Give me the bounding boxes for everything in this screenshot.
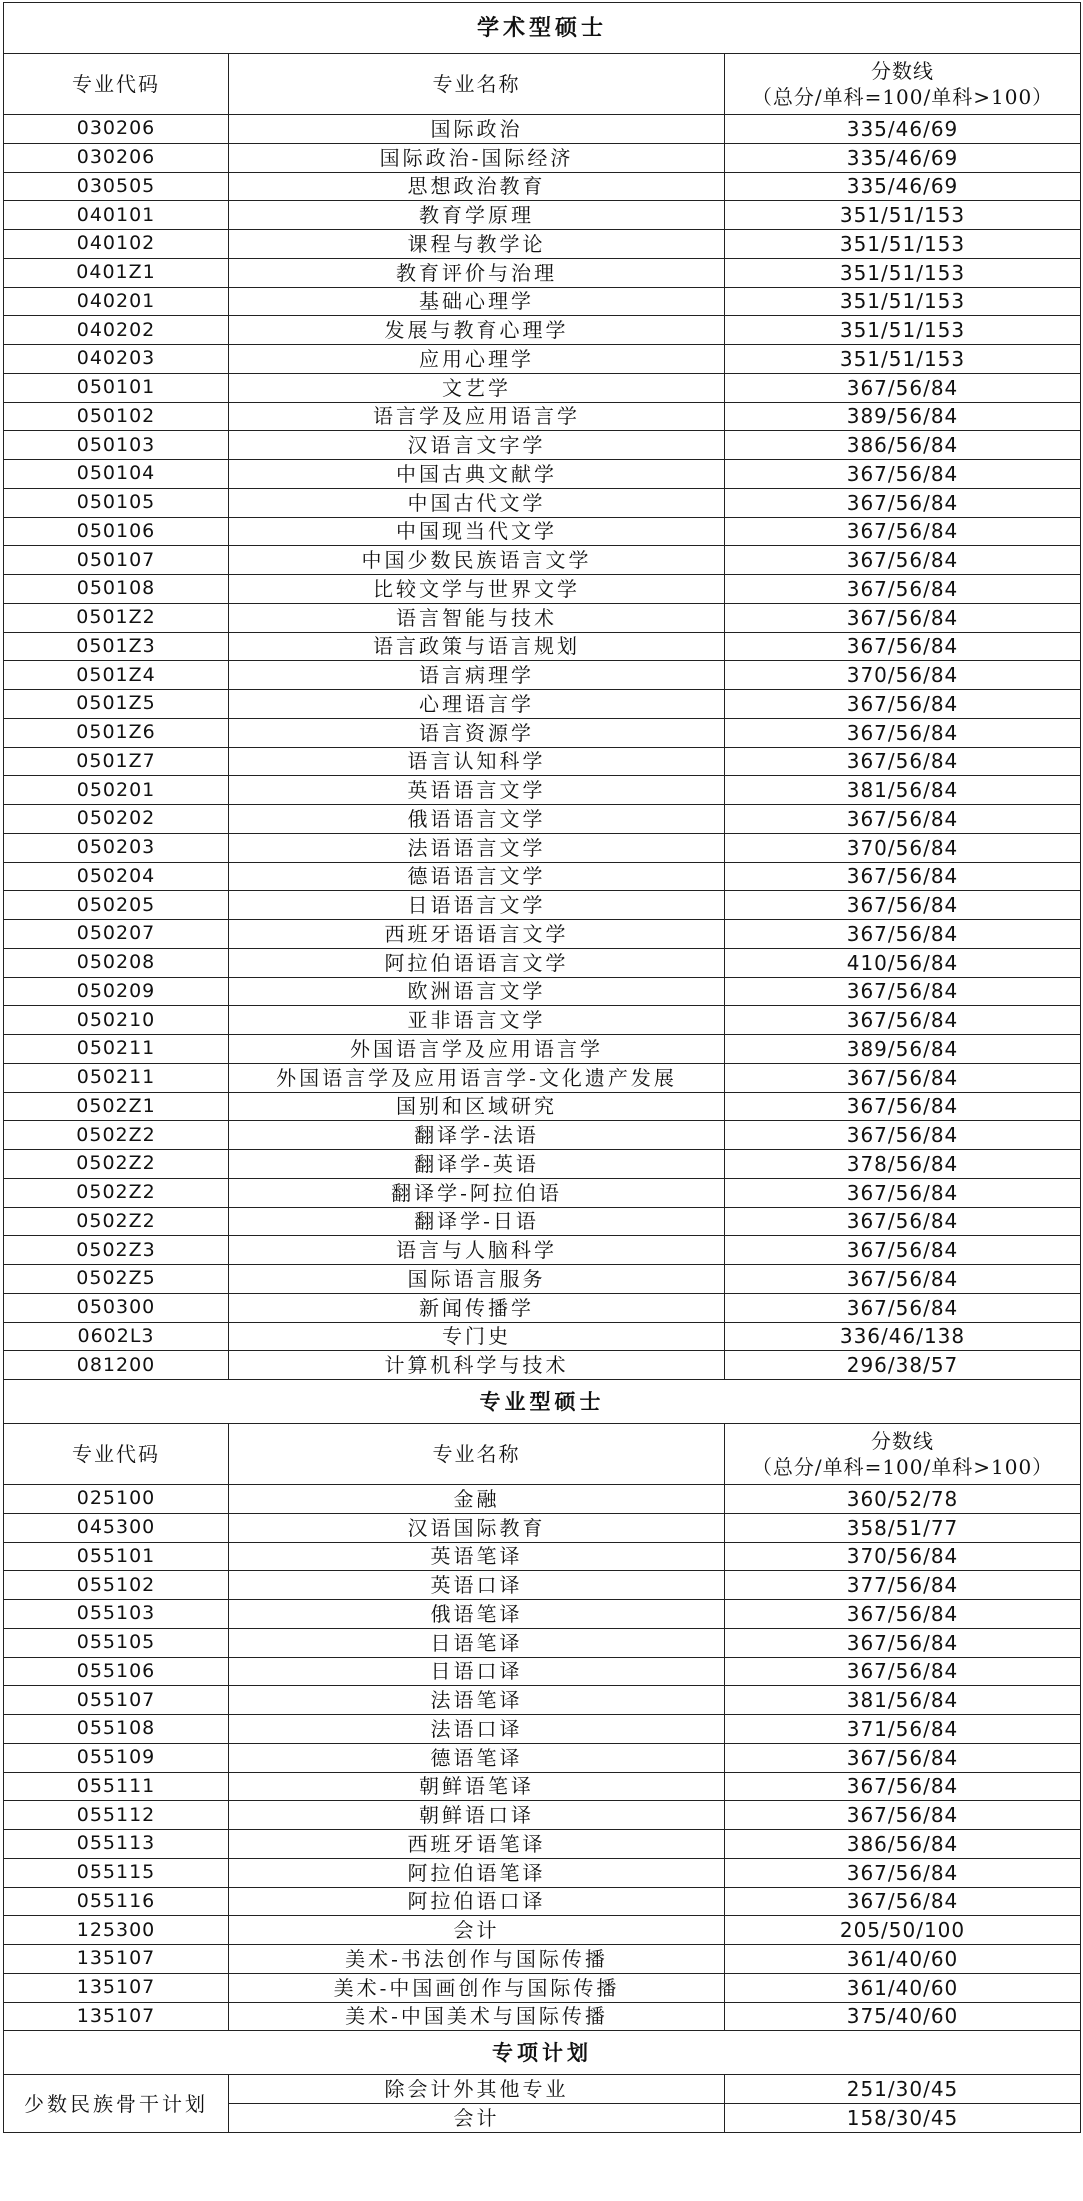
table-row <box>4 1858 1081 1887</box>
table-row <box>4 1600 1081 1629</box>
cell-score: 351/51/153 <box>725 287 1081 316</box>
cell-name: 发展与教育心理学 <box>229 316 725 345</box>
cell-name: 语言政策与语言规划 <box>229 632 725 661</box>
table-row <box>4 1150 1081 1179</box>
header-score-line1: 分数线 <box>871 1429 934 1453</box>
cell-code: 0501Z2 <box>4 603 229 632</box>
cell-score: 367/56/84 <box>725 1265 1081 1294</box>
cell-name: 计算机科学与技术 <box>229 1351 725 1380</box>
cell-name: 外国语言学及应用语言学 <box>229 1035 725 1064</box>
cell-code: 055103 <box>4 1600 229 1629</box>
cell-name: 会计 <box>229 1916 725 1945</box>
cell-name: 德语语言文学 <box>229 862 725 891</box>
cell-plan-name: 少数民族骨干计划 <box>4 2075 229 2133</box>
cell-name: 语言资源学 <box>229 718 725 747</box>
cell-score: 367/56/84 <box>725 1207 1081 1236</box>
cell-score: 158/30/45 <box>725 2104 1081 2133</box>
cell-code: 0501Z6 <box>4 718 229 747</box>
cell-name: 语言病理学 <box>229 661 725 690</box>
cell-code: 050210 <box>4 1006 229 1035</box>
cell-code: 135107 <box>4 1945 229 1974</box>
cell-score: 381/56/84 <box>725 1686 1081 1715</box>
cell-score: 367/56/84 <box>725 1063 1081 1092</box>
table-row <box>4 776 1081 805</box>
table-row <box>4 1485 1081 1514</box>
special-section-title: 专项计划 <box>4 2031 1081 2075</box>
cell-code: 050209 <box>4 977 229 1006</box>
table-row <box>4 1513 1081 1542</box>
cell-name: 法语笔译 <box>229 1686 725 1715</box>
cell-score: 351/51/153 <box>725 316 1081 345</box>
table-row <box>4 1178 1081 1207</box>
cell-score: 367/56/84 <box>725 920 1081 949</box>
table-row <box>4 805 1081 834</box>
cell-code: 0502Z3 <box>4 1236 229 1265</box>
cell-score: 378/56/84 <box>725 1150 1081 1179</box>
cell-score: 205/50/100 <box>725 1916 1081 1945</box>
cell-name: 英语口译 <box>229 1571 725 1600</box>
table-row <box>4 1571 1081 1600</box>
cell-code: 050102 <box>4 402 229 431</box>
cell-code: 0502Z2 <box>4 1121 229 1150</box>
table-row <box>4 1628 1081 1657</box>
cell-name: 除会计外其他专业 <box>229 2075 725 2104</box>
cell-name: 德语笔译 <box>229 1743 725 1772</box>
academic-section-row <box>4 3 1081 54</box>
cell-code: 055101 <box>4 1542 229 1571</box>
cell-name: 翻译学-日语 <box>229 1207 725 1236</box>
cell-code: 0502Z5 <box>4 1265 229 1294</box>
cell-code: 055115 <box>4 1858 229 1887</box>
cell-score: 367/56/84 <box>725 460 1081 489</box>
cell-score: 367/56/84 <box>725 977 1081 1006</box>
cell-code: 0502Z1 <box>4 1092 229 1121</box>
table-row <box>4 431 1081 460</box>
cell-name: 国际语言服务 <box>229 1265 725 1294</box>
cell-code: 050105 <box>4 488 229 517</box>
cell-code: 0401Z1 <box>4 258 229 287</box>
table-row <box>4 488 1081 517</box>
table-row <box>4 718 1081 747</box>
cell-score: 381/56/84 <box>725 776 1081 805</box>
table-row <box>4 258 1081 287</box>
table-row <box>4 1945 1081 1974</box>
table-row <box>4 1686 1081 1715</box>
table-row <box>4 1657 1081 1686</box>
table-row <box>4 115 1081 144</box>
table-row <box>4 1035 1081 1064</box>
header-score <box>725 1424 1081 1485</box>
cell-code: 050108 <box>4 575 229 604</box>
cell-code: 0501Z7 <box>4 747 229 776</box>
cell-score: 367/56/84 <box>725 488 1081 517</box>
cell-score: 361/40/60 <box>725 1973 1081 2002</box>
cell-code: 055102 <box>4 1571 229 1600</box>
cell-name: 比较文学与世界文学 <box>229 575 725 604</box>
cell-code: 050101 <box>4 373 229 402</box>
cell-score: 367/56/84 <box>725 1628 1081 1657</box>
cell-name: 英语语言文学 <box>229 776 725 805</box>
professional-section-row <box>4 1380 1081 1424</box>
cell-score: 370/56/84 <box>725 833 1081 862</box>
cell-name: 日语语言文学 <box>229 891 725 920</box>
cell-name: 语言认知科学 <box>229 747 725 776</box>
header-score-line2: （总分/单科=100/单科>100） <box>751 85 1054 109</box>
table-row <box>4 172 1081 201</box>
table-row <box>4 2075 1081 2104</box>
table-row <box>4 575 1081 604</box>
cell-code: 055108 <box>4 1715 229 1744</box>
cell-code: 050202 <box>4 805 229 834</box>
cell-code: 040102 <box>4 230 229 259</box>
table-row <box>4 977 1081 1006</box>
cell-name: 阿拉伯语语言文学 <box>229 948 725 977</box>
cell-name: 新闻传播学 <box>229 1293 725 1322</box>
table-row <box>4 1236 1081 1265</box>
cell-code: 0501Z3 <box>4 632 229 661</box>
cell-score: 367/56/84 <box>725 1887 1081 1916</box>
cell-name: 基础心理学 <box>229 287 725 316</box>
table-row <box>4 920 1081 949</box>
table-row <box>4 1006 1081 1035</box>
table-row <box>4 632 1081 661</box>
cell-code: 055116 <box>4 1887 229 1916</box>
table-row <box>4 402 1081 431</box>
header-score <box>725 54 1081 115</box>
cell-name: 汉语国际教育 <box>229 1513 725 1542</box>
cell-score: 377/56/84 <box>725 1571 1081 1600</box>
cell-code: 050205 <box>4 891 229 920</box>
cell-name: 应用心理学 <box>229 345 725 374</box>
table-row <box>4 1207 1081 1236</box>
cell-name: 专门史 <box>229 1322 725 1351</box>
cell-score: 367/56/84 <box>725 805 1081 834</box>
cell-code: 030505 <box>4 172 229 201</box>
table-row <box>4 2002 1081 2031</box>
cell-name: 亚非语言文学 <box>229 1006 725 1035</box>
table-row <box>4 1743 1081 1772</box>
cell-name: 美术-中国美术与国际传播 <box>229 2002 725 2031</box>
cell-code: 050300 <box>4 1293 229 1322</box>
cell-name: 金融 <box>229 1485 725 1514</box>
cell-name: 日语笔译 <box>229 1628 725 1657</box>
cell-code: 050207 <box>4 920 229 949</box>
cell-name: 会计 <box>229 2104 725 2133</box>
cell-code: 030206 <box>4 115 229 144</box>
table-row <box>4 1121 1081 1150</box>
cell-code: 0602L3 <box>4 1322 229 1351</box>
cell-score: 367/56/84 <box>725 690 1081 719</box>
table-row <box>4 316 1081 345</box>
cell-score: 367/56/84 <box>725 1293 1081 1322</box>
cell-score: 367/56/84 <box>725 1600 1081 1629</box>
cell-score: 351/51/153 <box>725 345 1081 374</box>
cell-score: 251/30/45 <box>725 2075 1081 2104</box>
cell-code: 040202 <box>4 316 229 345</box>
table-row <box>4 603 1081 632</box>
cell-score: 367/56/84 <box>725 1801 1081 1830</box>
cell-score: 367/56/84 <box>725 718 1081 747</box>
table-row <box>4 1887 1081 1916</box>
cell-name: 中国古典文献学 <box>229 460 725 489</box>
cell-name: 美术-中国画创作与国际传播 <box>229 1973 725 2002</box>
cell-name: 中国少数民族语言文学 <box>229 546 725 575</box>
cell-code: 055107 <box>4 1686 229 1715</box>
header-score-line2: （总分/单科=100/单科>100） <box>751 1455 1054 1479</box>
cell-score: 367/56/84 <box>725 575 1081 604</box>
cell-name: 思想政治教育 <box>229 172 725 201</box>
cell-score: 367/56/84 <box>725 1236 1081 1265</box>
table-row <box>4 690 1081 719</box>
table-row <box>4 143 1081 172</box>
cell-name: 俄语笔译 <box>229 1600 725 1629</box>
cell-code: 055109 <box>4 1743 229 1772</box>
cell-name: 语言学及应用语言学 <box>229 402 725 431</box>
cell-score: 367/56/84 <box>725 862 1081 891</box>
cell-name: 课程与教学论 <box>229 230 725 259</box>
cell-score: 367/56/84 <box>725 1121 1081 1150</box>
cell-code: 050201 <box>4 776 229 805</box>
table-row <box>4 948 1081 977</box>
cell-code: 0502Z2 <box>4 1150 229 1179</box>
cell-score: 296/38/57 <box>725 1351 1081 1380</box>
table-row <box>4 1322 1081 1351</box>
table-row <box>4 230 1081 259</box>
cell-name: 欧洲语言文学 <box>229 977 725 1006</box>
cell-score: 367/56/84 <box>725 546 1081 575</box>
professional-section-title: 专业型硕士 <box>4 1380 1081 1424</box>
cell-name: 外国语言学及应用语言学-文化遗产发展 <box>229 1063 725 1092</box>
table-row <box>4 833 1081 862</box>
cell-score: 367/56/84 <box>725 603 1081 632</box>
cell-name: 西班牙语语言文学 <box>229 920 725 949</box>
cell-name: 朝鲜语口译 <box>229 1801 725 1830</box>
cell-code: 055112 <box>4 1801 229 1830</box>
cell-name: 教育评价与治理 <box>229 258 725 287</box>
cell-score: 358/51/77 <box>725 1513 1081 1542</box>
score-table <box>3 2 1081 2133</box>
cell-code: 055105 <box>4 1628 229 1657</box>
table-row <box>4 1772 1081 1801</box>
cell-name: 俄语语言文学 <box>229 805 725 834</box>
cell-name: 教育学原理 <box>229 201 725 230</box>
cell-code: 135107 <box>4 2002 229 2031</box>
academic-section-title: 学术型硕士 <box>4 3 1081 54</box>
cell-code: 081200 <box>4 1351 229 1380</box>
table-row <box>4 1801 1081 1830</box>
table-row <box>4 1265 1081 1294</box>
cell-name: 美术-书法创作与国际传播 <box>229 1945 725 1974</box>
cell-name: 语言智能与技术 <box>229 603 725 632</box>
cell-name: 汉语言文字学 <box>229 431 725 460</box>
cell-score: 389/56/84 <box>725 1035 1081 1064</box>
cell-name: 法语口译 <box>229 1715 725 1744</box>
cell-name: 阿拉伯语笔译 <box>229 1858 725 1887</box>
cell-score: 367/56/84 <box>725 632 1081 661</box>
cell-code: 055113 <box>4 1830 229 1859</box>
cell-score: 386/56/84 <box>725 431 1081 460</box>
cell-name: 日语口译 <box>229 1657 725 1686</box>
table-row <box>4 1542 1081 1571</box>
table-row <box>4 891 1081 920</box>
cell-score: 375/40/60 <box>725 2002 1081 2031</box>
table-row <box>4 373 1081 402</box>
cell-name: 朝鲜语笔译 <box>229 1772 725 1801</box>
cell-name: 法语语言文学 <box>229 833 725 862</box>
cell-name: 翻译学-英语 <box>229 1150 725 1179</box>
cell-score: 335/46/69 <box>725 115 1081 144</box>
cell-score: 386/56/84 <box>725 1830 1081 1859</box>
cell-code: 040203 <box>4 345 229 374</box>
cell-score: 367/56/84 <box>725 891 1081 920</box>
table-row <box>4 1973 1081 2002</box>
table-row <box>4 460 1081 489</box>
cell-code: 050203 <box>4 833 229 862</box>
cell-code: 0501Z4 <box>4 661 229 690</box>
cell-code: 055111 <box>4 1772 229 1801</box>
table-row <box>4 201 1081 230</box>
header-name: 专业名称 <box>229 54 725 115</box>
header-name: 专业名称 <box>229 1424 725 1485</box>
cell-score: 367/56/84 <box>725 373 1081 402</box>
cell-code: 050106 <box>4 517 229 546</box>
table-row <box>4 862 1081 891</box>
cell-score: 351/51/153 <box>725 201 1081 230</box>
cell-name: 翻译学-法语 <box>229 1121 725 1150</box>
cell-score: 367/56/84 <box>725 1858 1081 1887</box>
table-row <box>4 1351 1081 1380</box>
cell-code: 050104 <box>4 460 229 489</box>
cell-code: 050103 <box>4 431 229 460</box>
cell-score: 410/56/84 <box>725 948 1081 977</box>
cell-score: 351/51/153 <box>725 258 1081 287</box>
cell-score: 361/40/60 <box>725 1945 1081 1974</box>
cell-code: 025100 <box>4 1485 229 1514</box>
cell-name: 心理语言学 <box>229 690 725 719</box>
special-section-row <box>4 2031 1081 2075</box>
table-row <box>4 287 1081 316</box>
cell-code: 050211 <box>4 1035 229 1064</box>
table-row <box>4 747 1081 776</box>
table-row <box>4 1715 1081 1744</box>
cell-score: 367/56/84 <box>725 1092 1081 1121</box>
table-row <box>4 345 1081 374</box>
table-row <box>4 546 1081 575</box>
cell-score: 370/56/84 <box>725 1542 1081 1571</box>
cell-score: 370/56/84 <box>725 661 1081 690</box>
cell-name: 国际政治 <box>229 115 725 144</box>
table-row <box>4 1092 1081 1121</box>
cell-name: 国别和区域研究 <box>229 1092 725 1121</box>
cell-code: 0502Z2 <box>4 1207 229 1236</box>
cell-code: 040101 <box>4 201 229 230</box>
header-code: 专业代码 <box>4 54 229 115</box>
cell-name: 文艺学 <box>229 373 725 402</box>
cell-code: 045300 <box>4 1513 229 1542</box>
table-row <box>4 1063 1081 1092</box>
cell-code: 050107 <box>4 546 229 575</box>
academic-header-row <box>4 54 1081 115</box>
cell-score: 351/51/153 <box>725 230 1081 259</box>
cell-name: 语言与人脑科学 <box>229 1236 725 1265</box>
cell-code: 0501Z5 <box>4 690 229 719</box>
cell-name: 中国古代文学 <box>229 488 725 517</box>
cell-score: 336/46/138 <box>725 1322 1081 1351</box>
cell-code: 030206 <box>4 143 229 172</box>
cell-code: 040201 <box>4 287 229 316</box>
cell-name: 英语笔译 <box>229 1542 725 1571</box>
table-row <box>4 1830 1081 1859</box>
cell-code: 125300 <box>4 1916 229 1945</box>
cell-score: 389/56/84 <box>725 402 1081 431</box>
cell-score: 360/52/78 <box>725 1485 1081 1514</box>
cell-score: 335/46/69 <box>725 172 1081 201</box>
table-row <box>4 1916 1081 1945</box>
cell-score: 335/46/69 <box>725 143 1081 172</box>
table-row <box>4 517 1081 546</box>
header-score-line1: 分数线 <box>871 59 934 83</box>
cell-name: 西班牙语笔译 <box>229 1830 725 1859</box>
table-row <box>4 661 1081 690</box>
cell-name: 阿拉伯语口译 <box>229 1887 725 1916</box>
cell-code: 050211 <box>4 1063 229 1092</box>
cell-name: 翻译学-阿拉伯语 <box>229 1178 725 1207</box>
cell-score: 367/56/84 <box>725 1657 1081 1686</box>
cell-name: 中国现当代文学 <box>229 517 725 546</box>
cell-score: 367/56/84 <box>725 1743 1081 1772</box>
cell-score: 367/56/84 <box>725 1178 1081 1207</box>
cell-name: 国际政治-国际经济 <box>229 143 725 172</box>
cell-score: 371/56/84 <box>725 1715 1081 1744</box>
cell-score: 367/56/84 <box>725 1772 1081 1801</box>
cell-score: 367/56/84 <box>725 1006 1081 1035</box>
cell-code: 055106 <box>4 1657 229 1686</box>
professional-header-row <box>4 1424 1081 1485</box>
cell-score: 367/56/84 <box>725 517 1081 546</box>
table-row <box>4 1293 1081 1322</box>
header-code: 专业代码 <box>4 1424 229 1485</box>
cell-code: 135107 <box>4 1973 229 2002</box>
cell-code: 050208 <box>4 948 229 977</box>
cell-code: 050204 <box>4 862 229 891</box>
cell-code: 0502Z2 <box>4 1178 229 1207</box>
cell-score: 367/56/84 <box>725 747 1081 776</box>
